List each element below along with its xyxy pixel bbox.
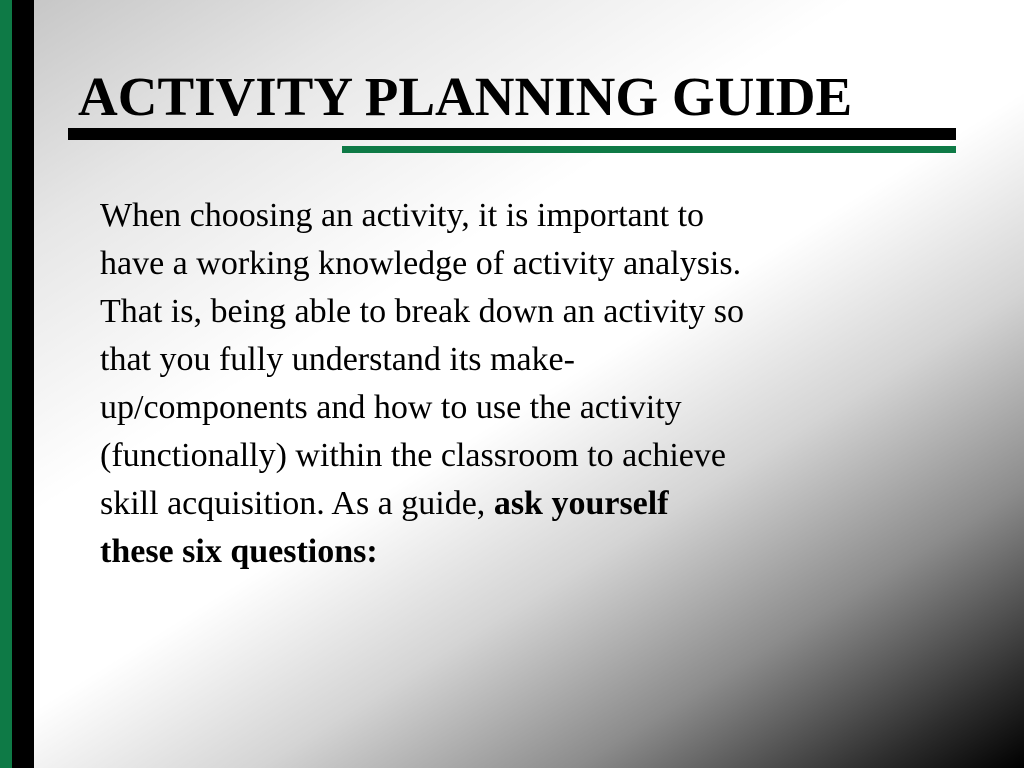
slide-title: ACTIVITY PLANNING GUIDE [78,66,853,127]
body-line: (functionally) within the classroom to achieve [100,437,726,474]
title-underline-green [342,146,956,153]
title-underline-black [68,128,956,140]
left-edge-black-bar [12,0,34,768]
body-line: have a working knowledge of activity analysis. [100,245,742,282]
emphasis-text: ask yourself [493,485,669,522]
body-line: that you fully understand its make- [100,341,575,378]
body-line: That is, being able to break down an activity so [100,293,744,330]
emphasis-text: these six questions: [100,533,378,570]
body-line: up/components and how to use the activity [100,389,682,426]
body-line: skill acquisition. As a guide, [100,485,494,522]
body-line: When choosing an activity, it is important to [100,197,705,234]
body-paragraph [100,192,950,576]
left-edge-green-bar [0,0,12,768]
